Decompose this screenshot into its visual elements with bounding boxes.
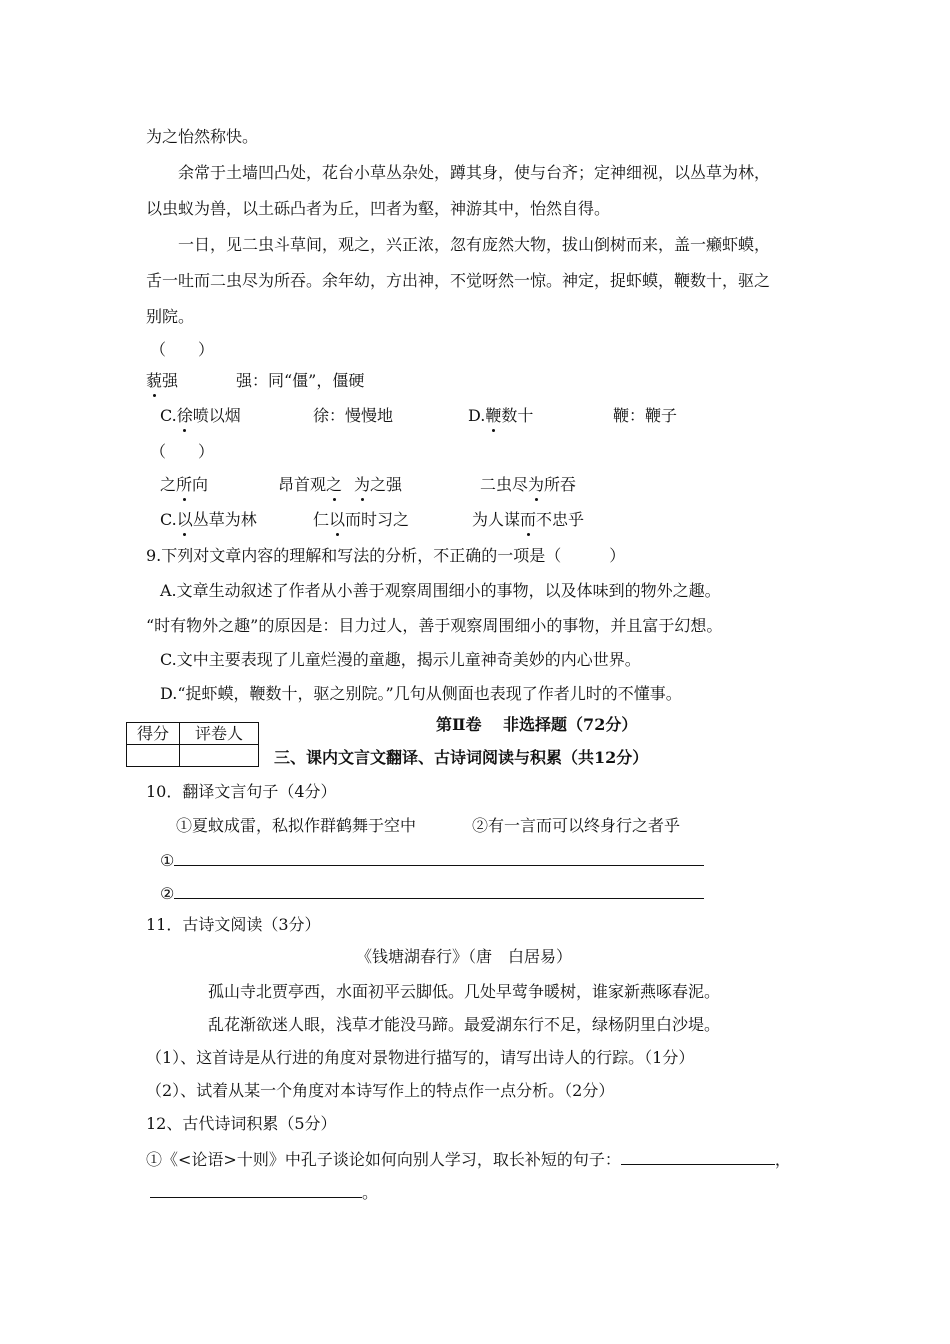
- q9-stem: 9.下列对文章内容的理解和写法的分析，不正确的一项是（ ）: [146, 546, 626, 565]
- emphasis-char: 以: [329, 510, 346, 529]
- q10-sentence-2: ②有一言而可以终身行之者乎: [472, 816, 681, 835]
- q8-option-c3: 为人谋而不忠乎: [472, 510, 585, 529]
- emphasis-char: 而: [520, 510, 537, 529]
- q7-option-d-gloss: 鞭：鞭子: [613, 406, 678, 425]
- q7-paren: （ ）: [150, 340, 215, 359]
- passage-line: 以虫蚁为兽，以土砾凸者为丘，凹者为壑，神游其中，怡然自得。: [146, 199, 611, 218]
- q10-sentence-1: ①夏蚊成雷，私拟作群鹤舞于空中: [176, 816, 417, 835]
- q8-option-a1: 之所向: [160, 475, 209, 494]
- q7-option-a-gloss: 强：同“僵”，僵硬: [236, 371, 365, 390]
- answer-blank[interactable]: [150, 1181, 362, 1198]
- q9-option-a: A.文章生动叙述了作者从小善于观察周围细小的事物，以及体味到的物外之趣。: [160, 581, 721, 600]
- q11-stem: 11．古诗文阅读（3分）: [146, 915, 321, 934]
- q10-answer-2: ②: [160, 882, 704, 905]
- q10-answer-1: ①: [160, 849, 704, 872]
- q8-option-a3: 为之强: [354, 475, 403, 494]
- q8-option-c2: 仁以而时习之: [313, 510, 410, 529]
- passage-line: 一日，见二虫斗草间，观之，兴正浓，忽有庞然大物，拔山倒树而来，盖一癞虾蟆，: [178, 235, 771, 254]
- emphasis-char: 为: [354, 475, 371, 494]
- q8-paren: （ ）: [150, 442, 215, 461]
- q12-line-1: ①《<论语>十则》中孔子谈论如何向别人学习，取长补短的句子： ，: [146, 1150, 791, 1169]
- passage-line: 为之怡然称快。: [146, 127, 259, 146]
- q11-sub-1: （1）、这首诗是从行进的角度对景物进行描写的，请写出诗人的行踪。（1分）: [146, 1048, 695, 1067]
- q7-option-c: C.徐喷以烟: [160, 406, 241, 425]
- emphasis-char: 鞭: [485, 406, 502, 425]
- q9-option-c: C.文中主要表现了儿童烂漫的童趣，揭示儿童神奇美妙的内心世界。: [160, 650, 641, 669]
- q8-option-c: C.以丛草为林: [160, 510, 257, 529]
- q7-option-c-gloss: 徐：慢慢地: [313, 406, 394, 425]
- q8-option-a2: 昂首观之: [278, 475, 343, 494]
- emphasis-char: 之: [326, 475, 343, 494]
- passage-line: 别院。: [146, 307, 195, 326]
- q12-stem: 12、古代诗词积累（5分）: [146, 1114, 337, 1133]
- answer-blank[interactable]: [174, 882, 704, 899]
- emphasis-char: 以: [176, 510, 193, 529]
- poem-line: 孤山寺北贾亭西，水面初平云脚低。几处早莺争暖树，谁家新燕啄春泥。: [208, 982, 721, 1001]
- grader-cell[interactable]: [180, 745, 259, 767]
- passage-line: 舌一吐而二虫尽为所吞。余年幼，方出神，不觉呀然一惊。神定，捉虾蟆，鞭数十，驱之: [146, 271, 771, 290]
- q10-stem: 10．翻译文言句子（4分）: [146, 782, 337, 801]
- passage-line: 余常于土墙凹凸处，花台小草丛杂处，蹲其身，使与台齐；定神细视，以丛草为林，: [178, 163, 771, 182]
- q7-option-a: 藐强: [146, 371, 179, 390]
- q9-option-d: D.“捉虾蟆，鞭数十，驱之别院。”几句从侧面也表现了作者儿时的不懂事。: [160, 684, 682, 703]
- answer-blank[interactable]: [174, 849, 704, 866]
- score-cell[interactable]: [127, 745, 180, 767]
- emphasis-char: 为: [528, 475, 545, 494]
- q7-option-d: D.鞭数十: [468, 406, 534, 425]
- poem-title: 《钱塘湖春行》（唐 白居易）: [356, 947, 573, 966]
- answer-blank[interactable]: [621, 1148, 775, 1165]
- poem-line: 乱花渐欲迷人眼，浅草才能没马蹄。最爱湖东行不足，绿杨阴里白沙堤。: [208, 1015, 721, 1034]
- emphasis-char: 徐: [176, 406, 193, 425]
- q11-sub-2: （2）、试着从某一个角度对本诗写作上的特点作一点分析。（2分）: [146, 1081, 615, 1100]
- grader-label: 评卷人: [180, 723, 259, 745]
- score-label: 得分: [127, 723, 180, 745]
- score-box: [126, 722, 259, 767]
- emphasis-char: 所: [176, 475, 193, 494]
- q8-option-b: 二虫尽为所吞: [480, 475, 577, 494]
- section-title: 第Ⅱ卷 非选择题（72分）: [436, 715, 638, 734]
- q12-line-2: 。: [150, 1181, 378, 1204]
- section-subtitle: 三、课内文言文翻译、古诗词阅读与积累（共12分）: [274, 748, 649, 767]
- emphasis-char: 藐: [146, 371, 163, 390]
- q9-option-b: “时有物外之趣”的原因是：目力过人，善于观察周围细小的事物，并且富于幻想。: [146, 616, 723, 635]
